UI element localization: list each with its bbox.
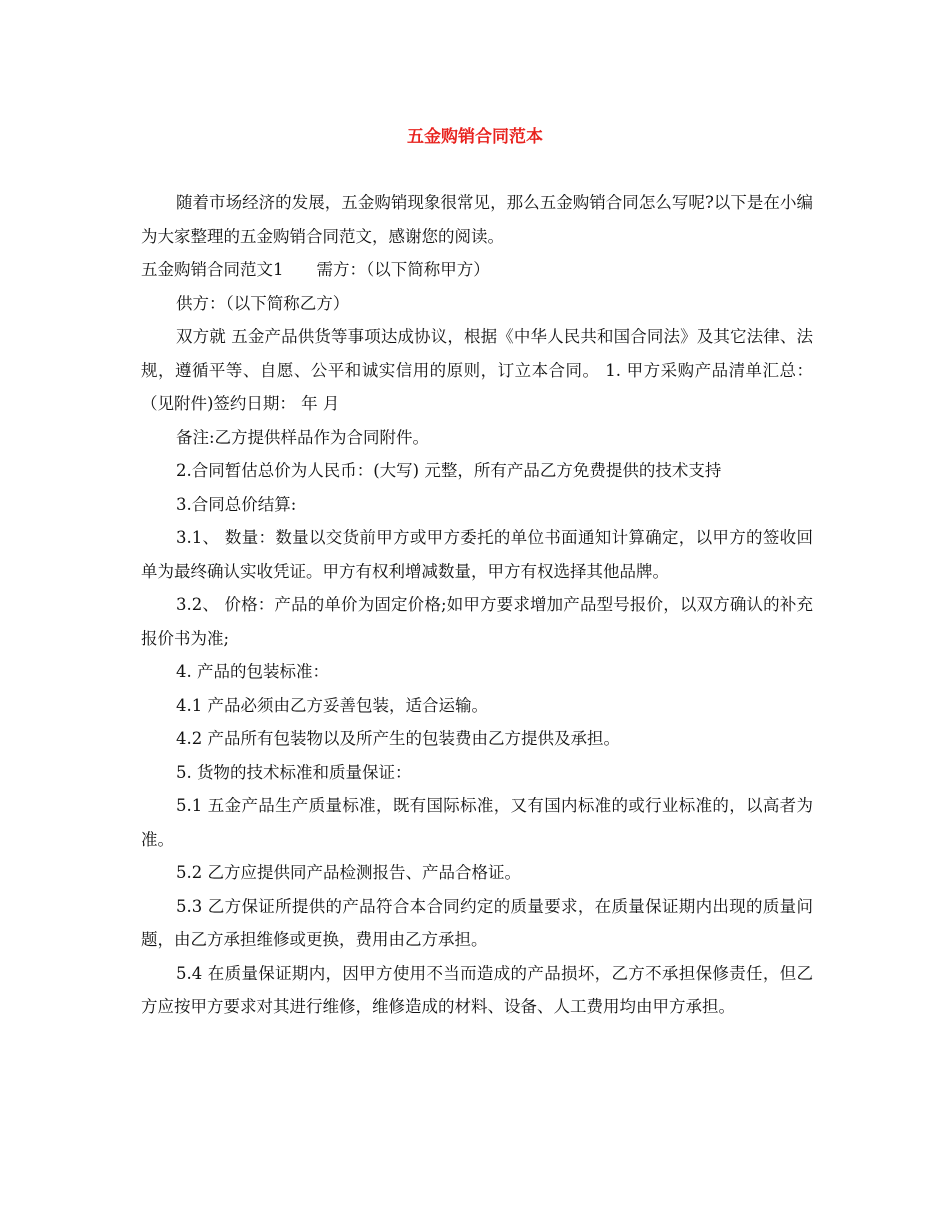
paragraph-heading-parties: 五金购销合同范文1 需方：（以下简称甲方）: [141, 260, 490, 279]
paragraph-clause-3-2: 3.2、 价格：产品的单价为固定价格;如甲方要求增加产品型号报价，以双方确认的补充报价书为准;: [141, 595, 813, 648]
document-body: [141, 186, 813, 1024]
paragraph-clause-3-1: 3.1、 数量：数量以交货前甲方或甲方委托的单位书面通知计算确定，以甲方的签收回单为最终确认实收凭证。甲方有权利增减数量，甲方有权选择其他品牌。: [141, 528, 813, 581]
paragraph-clause-2: 2.合同暂估总价为人民币：(大写) 元整，所有产品乙方免费提供的技术支持: [176, 461, 722, 480]
paragraph-clause-4-1: 4.1 产品必须由乙方妥善包装，适合运输。: [176, 695, 488, 715]
paragraph-intro: 随着市场经济的发展，五金购销现象很常见，那么五金购销合同怎么写呢?以下是在小编为大家整理的五金购销合同范文，感谢您的阅读。: [141, 193, 813, 246]
paragraph-clause-5-3: 5.3 乙方保证所提供的产品符合本合同约定的质量要求，在质量保证期内出现的质量问题，由乙方承担维修或更换，费用由乙方承担。: [141, 896, 813, 949]
document-title: 五金购销合同范本: [407, 127, 543, 147]
paragraph-note: 备注:乙方提供样品作为合同附件。: [176, 427, 430, 447]
paragraph-agreement: 双方就 五金产品供货等事项达成协议，根据《中华人民共和国合同法》及其它法律、法规，遵循平等、自愿、公平和诚实信用的原则，订立本合同。 1. 甲方采购产品清单汇总：（见附件)签约日期： 年 月: [141, 327, 813, 413]
paragraph-clause-5-1: 5.1 五金产品生产质量标准，既有国际标准，又有国内标准的或行业标准的，以高者为准。: [141, 796, 813, 849]
paragraph-clause-5-4: 5.4 在质量保证期内，因甲方使用不当而造成的产品损坏，乙方不承担保修责任，但乙方应按甲方要求对其进行维修，维修造成的材料、设备、人工费用均由甲方承担。: [141, 963, 813, 1016]
paragraph-clause-5: 5. 货物的技术标准和质量保证：: [176, 762, 412, 782]
paragraph-clause-5-2: 5.2 乙方应提供同产品检测报告、产品合格证。: [176, 863, 521, 882]
paragraph-clause-4: 4. 产品的包装标准：: [176, 662, 329, 681]
paragraph-clause-3: 3.合同总价结算:: [176, 494, 297, 514]
paragraph-clause-4-2: 4.2 产品所有包装物以及所产生的包装费由乙方提供及承担。: [176, 729, 620, 748]
paragraph-supplier: 供方：（以下简称乙方）: [176, 293, 350, 313]
